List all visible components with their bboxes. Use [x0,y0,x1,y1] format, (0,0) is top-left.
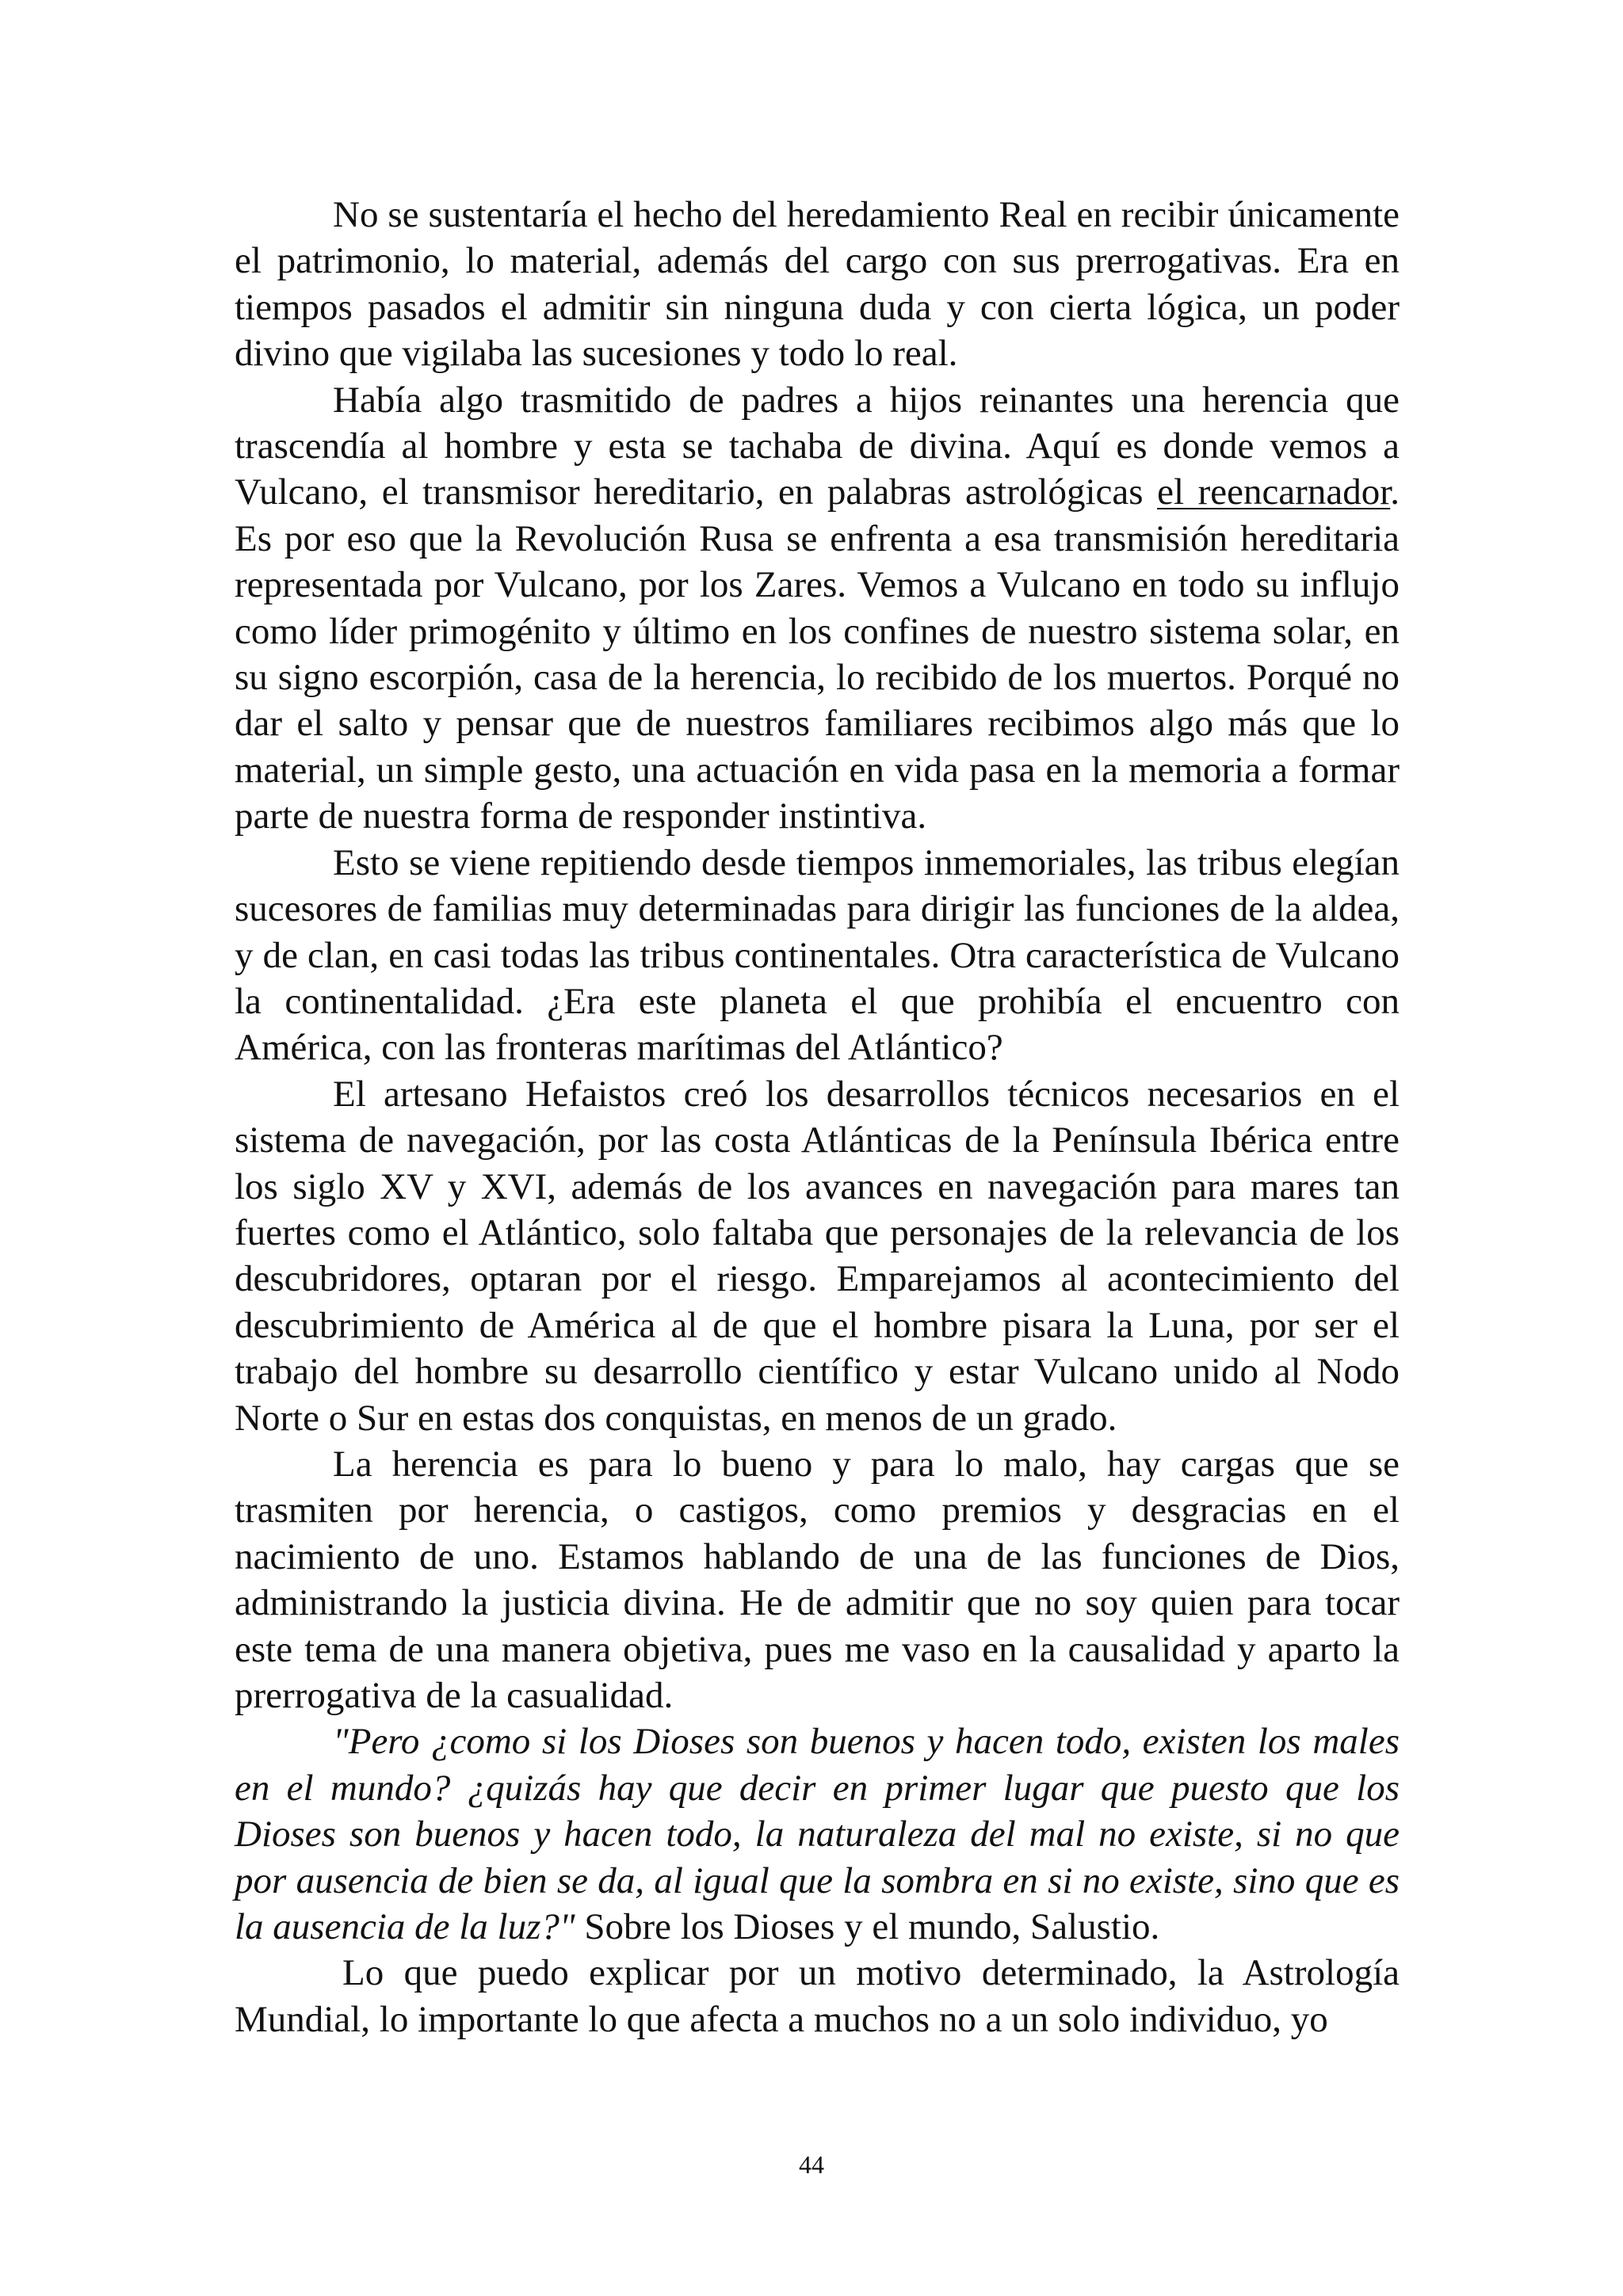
quote-paragraph [235,1718,1400,1950]
paragraph-7-text: Lo que puedo explicar por un motivo determinado, la Astrología Mundial, lo importante lo que afecta a muchos no a un solo individuo, yo [235,1952,1400,2040]
paragraph-4-text: El artesano Hefaistos creó los desarrollos técnicos necesarios en el sistema de navegación, por las costa Atlánticas de la Península Ibérica entre los siglo XV y XVI, además de los avances en navegación para mares tan fuertes como el Atlántico, solo faltaba que personajes de la relevancia de los descubridores, optaran por el riesgo. Emparejamos al acontecimiento del descubrimiento de América al de que el hombre pisara la Luna, por ser el trabajo del hombre su desarrollo científico y estar Vulcano unido al Nodo Norte o Sur en estas dos conquistas, en menos de un grado. [235,1073,1400,1439]
paragraph-2-text-before: Había algo trasmitido de padres a hijos reinantes una herencia que trascendía al hombre y esta se tachaba de divina. Aquí es donde vemos a Vulcano, el transmisor hereditario, en palabras astrológicas [235,379,1400,513]
paragraph-2-text-after: . Es por eso que la Revolución Rusa se enfrenta a esa transmisión hereditaria representada por Vulcano, por los Zares. Vemos a Vulcano en todo su influjo como líder primogénito y último en los confines de nuestro sistema solar, en su signo escorpión, casa de la herencia, lo recibido de los muertos. Porqué no dar el salto y pensar que de nuestros familiares recibimos algo más que lo material, un simple gesto, una actuación en vida pasa en la memoria a formar parte de nuestra forma de responder instintiva. [235,471,1400,837]
quote-attribution: Sobre los Dioses y el mundo, Salustio. [575,1906,1160,1948]
paragraph-3-text: Esto se viene repitiendo desde tiempos inmemoriales, las tribus elegían sucesores de familias muy determinadas para dirigir las funciones de la aldea, y de clan, en casi todas las tribus continentales. Otra característica de Vulcano la continentalidad. ¿Era este planeta el que prohibía el encuentro con América, con las fronteras marítimas del Atlántico? [235,841,1400,1069]
paragraph-1 [235,192,1400,377]
paragraph-1-text: No se sustentaría el hecho del heredamiento Real en recibir únicamente el patrimonio, lo material, además del cargo con sus prerrogativas. Era en tiempos pasados el admitir sin ninguna duda y con cierta lógica, un poder divino que vigilaba las sucesiones y todo lo real. [235,194,1400,375]
paragraph-4 [235,1071,1400,1441]
paragraph-5-text: La herencia es para lo bueno y para lo malo, hay cargas que se trasmiten por herencia, o castigos, como premios y desgracias en el nacimiento de uno. Estamos hablando de una de las funciones de Dios, administrando la justicia divina. He de admitir que no soy quien para tocar este tema de una manera objetiva, pues me vaso en la causalidad y aparto la prerrogativa de la casualidad. [235,1443,1400,1716]
page-body [235,192,1400,2042]
page-number: 44 [799,2150,824,2179]
paragraph-2 [235,377,1400,840]
paragraph-7 [235,1950,1400,2042]
quote-text: "Pero ¿como si los Dioses son buenos y hacen todo, existen los males en el mundo? ¿quizás hay que decir en primer lugar que puesto que los Dioses son buenos y hacen todo, la naturaleza del mal no existe, si no que por ausencia de bien se da, al igual que la sombra en si no existe, sino que es la ausencia de la luz?" [235,1721,1400,1948]
paragraph-5 [235,1441,1400,1718]
paragraph-3 [235,840,1400,1071]
underlined-term: el reencarnador [1157,471,1391,513]
